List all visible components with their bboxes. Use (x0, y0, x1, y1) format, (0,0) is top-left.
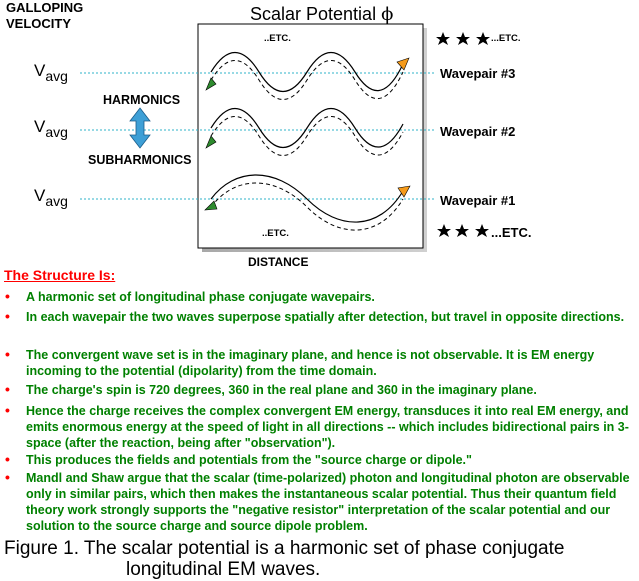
list-item-text: A harmonic set of longitudinal phase conjugate wavepairs. (26, 290, 375, 304)
plot-box (198, 24, 423, 248)
etc-bottom-inside: ..ETC. (262, 228, 289, 239)
subharmonics-label: SUBHARMONICS (88, 153, 192, 167)
star-icons-top (436, 32, 490, 45)
star-icons-bottom (437, 224, 489, 237)
y-axis-title (6, 0, 83, 32)
bullet-icon: • (5, 308, 10, 324)
harmonics-label: HARMONICS (103, 93, 181, 107)
x-axis-title: DISTANCE (248, 255, 309, 269)
phi-symbol: ϕ (381, 4, 394, 25)
figure-caption (4, 538, 639, 580)
double-arrow-icon (130, 108, 150, 148)
list-item-text: This produces the fields and potentials from the "source charge or dipole." (26, 453, 472, 467)
vavg-label-2 (34, 117, 68, 140)
list-item-text: The charge's spin is 720 degrees, 360 in the real plane and 360 in the imaginary plane. (26, 383, 537, 397)
avg-subscript: avg (45, 193, 68, 209)
vavg-label-3 (34, 61, 68, 84)
y-axis-title-line1: GALLOPING (6, 0, 84, 15)
bullet-icon: • (5, 402, 10, 418)
bullet-icon: • (5, 451, 10, 467)
etc-top-right: ...ETC. (491, 33, 521, 44)
wavepair-1-label: Wavepair #1 (440, 193, 516, 208)
y-axis-title-line2: VELOCITY (6, 16, 72, 31)
avg-subscript: avg (45, 68, 68, 84)
wavepair-2-label: Wavepair #2 (440, 124, 516, 139)
avg-subscript: avg (45, 124, 68, 140)
bullet-icon: • (5, 381, 10, 397)
v-symbol: V (34, 186, 46, 205)
bullet-icon: • (5, 469, 10, 485)
list-item-text: In each wavepair the two waves superpose spatially after detection, but travel in opposite directions. (26, 310, 625, 324)
caption-line2: longitudinal EM waves. (126, 559, 321, 580)
plot-title (250, 4, 393, 25)
etc-bottom-right: ...ETC. (491, 225, 532, 240)
wavepair-3-label: Wavepair #3 (440, 66, 516, 81)
structure-title: The Structure Is: (4, 267, 116, 283)
bullet-icon: • (5, 346, 10, 362)
plot-title-text: Scalar Potential (250, 4, 377, 24)
caption-line1: Figure 1. The scalar potential is a harmonic set of phase conjugate (4, 538, 565, 559)
list-item-text: Hence the charge receives the complex convergent EM energy, transduces it into real EM energy, and emits enormous energy at the speed of light in all directions -- which includes bidirectional pairs in 3-space (after the reaction, being after "observation"). (26, 404, 629, 450)
vavg-label-1 (34, 186, 68, 209)
v-symbol: V (34, 61, 46, 80)
list-item-text: The convergent wave set is in the imaginary plane, and hence is not observable. It is EM energy incoming to the potential (dipolarity) from the time domain. (26, 348, 595, 378)
etc-top-inside: ..ETC. (264, 33, 291, 44)
v-symbol: V (34, 117, 46, 136)
list-item-text: Mandl and Shaw argue that the scalar (time-polarized) photon and longitudinal photon are observable only in similar pairs, which then makes the instantaneous scalar potential. Thus their quantum field theory work strongly supports the "negative resistor" interpretation of the scalar potential and our solution to the source charge and source dipole problem. (26, 471, 630, 533)
bullet-icon: • (5, 288, 10, 304)
